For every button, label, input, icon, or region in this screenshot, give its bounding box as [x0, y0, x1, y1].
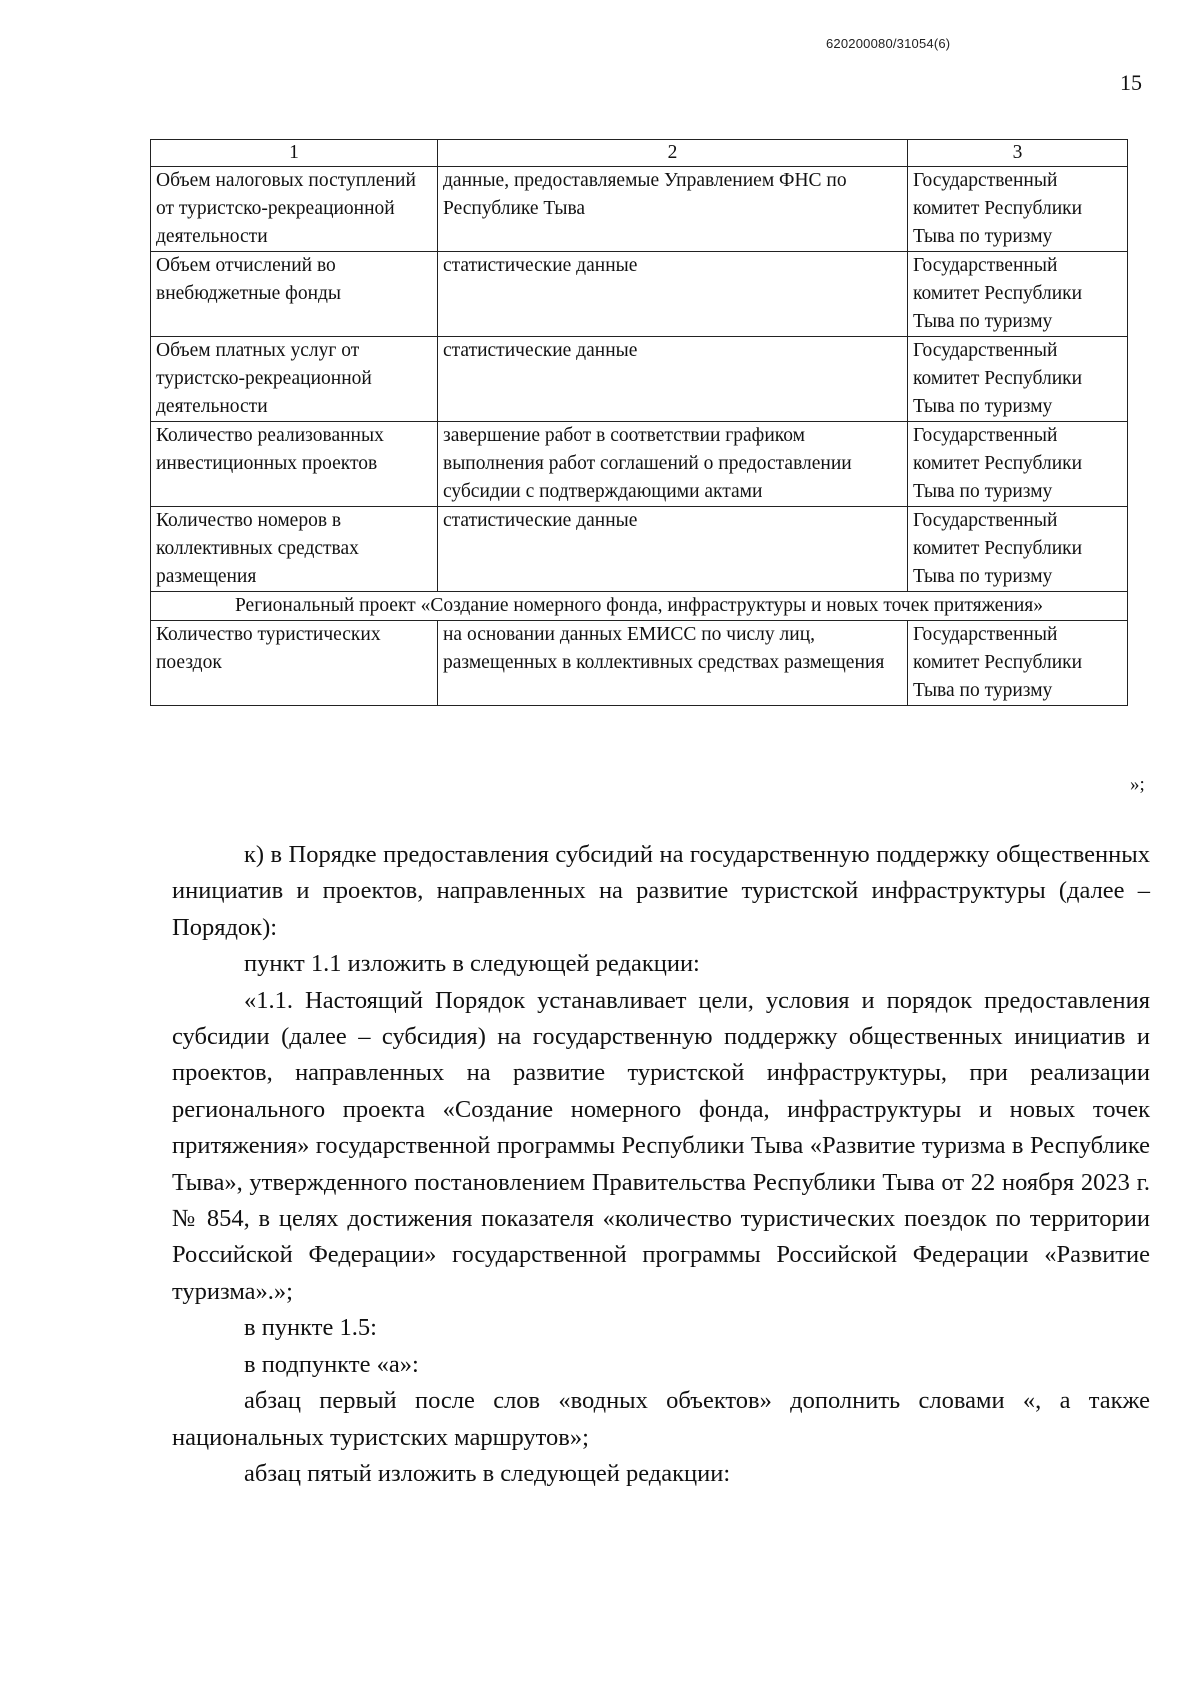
table-header-row — [151, 140, 1128, 167]
document-id: 620200080/31054(6) — [826, 36, 951, 51]
table-row — [151, 167, 1128, 252]
source-cell: статистические данные — [438, 507, 908, 592]
closing-quote-mark: »; — [1130, 774, 1145, 795]
table-row — [151, 621, 1128, 706]
table-row — [151, 422, 1128, 507]
responsible-cell: Государственный комитет Республики Тыва по туризму — [908, 337, 1128, 422]
section-title: Региональный проект «Создание номерного фонда, инфраструктуры и новых точек притяжения» — [151, 592, 1128, 621]
indicator-cell: Объем отчислений во внебюджетные фонды — [151, 252, 438, 337]
paragraph: абзац пятый изложить в следующей редакции: — [244, 1459, 731, 1487]
paragraph: «1.1. Настоящий Порядок устанавливает цели, условия и порядок предоставления субсидии (далее – субсидия) на государственную поддержку общественных инициатив и проектов, направленных на развитие туристской инфраструктуры, при реализации регионального проекта «Создание номерного фонда, инфраструктуры и новых точек притяжения» государственной программы Республики Тыва «Развитие туризма в Республике Тыва», утвержденного постановлением Правительства Республики Тыва от 22 ноября 2023 г. № 854, в целях достижения показателя «количество туристических поездок по территории Российской Федерации» государственной программы Российской Федерации «Развитие туризма».»; — [172, 986, 1150, 1305]
paragraph: пункт 1.1 изложить в следующей редакции: — [244, 950, 700, 978]
table-row — [151, 337, 1128, 422]
indicator-cell: Количество реализованных инвестиционных проектов — [151, 422, 438, 507]
source-cell: на основании данных ЕМИСС по числу лиц, размещенных в коллективных средствах размещения — [438, 621, 908, 706]
section-row — [151, 592, 1128, 621]
indicator-cell: Объем платных услуг от туристско-рекреационной деятельности — [151, 337, 438, 422]
table-row — [151, 252, 1128, 337]
responsible-cell: Государственный комитет Республики Тыва по туризму — [908, 422, 1128, 507]
responsible-cell: Государственный комитет Республики Тыва по туризму — [908, 621, 1128, 706]
source-cell: статистические данные — [438, 252, 908, 337]
table-row — [151, 507, 1128, 592]
page-number: 15 — [1120, 70, 1142, 95]
indicator-cell: Объем налоговых поступлений от туристско-рекреационной деятельности — [151, 167, 438, 252]
paragraph: в подпункте «а»: — [244, 1350, 419, 1378]
column-number: 1 — [151, 140, 438, 167]
body-text — [172, 837, 1150, 1492]
indicator-cell: Количество туристических поездок — [151, 621, 438, 706]
source-cell: данные, предоставляемые Управлением ФНС по Республике Тыва — [438, 167, 908, 252]
source-cell: статистические данные — [438, 337, 908, 422]
column-number: 3 — [908, 140, 1128, 167]
indicator-cell: Количество номеров в коллективных средствах размещения — [151, 507, 438, 592]
responsible-cell: Государственный комитет Республики Тыва по туризму — [908, 252, 1128, 337]
responsible-cell: Государственный комитет Республики Тыва по туризму — [908, 167, 1128, 252]
column-number: 2 — [438, 140, 908, 167]
responsible-cell: Государственный комитет Республики Тыва по туризму — [908, 507, 1128, 592]
source-cell: завершение работ в соответствии графиком выполнения работ соглашений о предоставлении субсидии с подтверждающими актами — [438, 422, 908, 507]
indicators-table — [150, 139, 1128, 706]
paragraph: в пункте 1.5: — [244, 1314, 377, 1342]
paragraph: к) в Порядке предоставления субсидий на государственную поддержку общественных инициатив и проектов, направленных на развитие туристской инфраструктуры (далее – Порядок): — [172, 841, 1150, 941]
paragraph: абзац первый после слов «водных объектов» дополнить словами «, а также национальных туристских маршрутов»; — [172, 1387, 1150, 1451]
